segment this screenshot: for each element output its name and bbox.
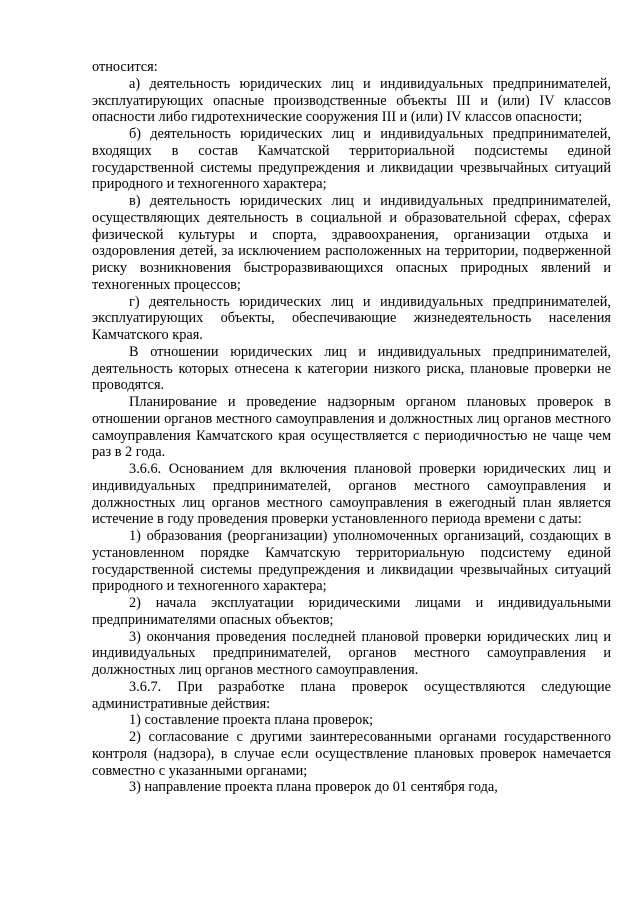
paragraph-action-2: 2) согласование с другими заинтересованными органами государственного контроля (надзора), в случае если осуществление плановых проверок намечается совместно с указанными органами; <box>92 729 611 779</box>
paragraph-item-g: г) деятельность юридических лиц и индивидуальных предпринимателей, эксплуатирующих объекты, обеспечивающие жизнедеятельность населения Камчатского края. <box>92 293 611 343</box>
paragraph-3-6-7: 3.6.7. При разработке плана проверок осуществляются следующие административные действия: <box>92 678 611 712</box>
paragraph-action-1: 1) составление проекта плана проверок; <box>129 712 374 729</box>
paragraph-action-3: 3) направление проекта плана проверок до 01 сентября года, <box>129 779 498 796</box>
paragraph-intro: относится: <box>92 59 158 75</box>
paragraph-item-b: б) деятельность юридических лиц и индивидуальных предпринимателей, входящих в состав Камчатской территориальной подсистемы единой государственной системы предупреждения и ликвидации чрезвычайных ситуаций природного и техногенного характера; <box>92 126 611 193</box>
document-page <box>92 59 611 796</box>
paragraph-item-v: в) деятельность юридических лиц и индивидуальных предпринимателей, осуществляющих деятельность в социальной и образовательной сферах, сферах физической культуры и спорта, здравоохранения, организации отдыха и оздоровления детей, за исключением расположенных на территории, подверженной риску возникновения быстроразвивающихся опасных природных явлений и техногенных процессов; <box>92 193 611 293</box>
paragraph-3-6-6: 3.6.6. Основанием для включения плановой проверки юридических лиц и индивидуальных предпринимателей, органов местного самоуправления и должностных лиц органов местного самоуправления в ежегодный план является истечение в году проведения проверки установленного периода времени с даты: <box>92 461 611 528</box>
paragraph-planning: Планирование и проведение надзорным органом плановых проверок в отношении органов местного самоуправления и должностных лиц органов местного самоуправления Камчатского края осуществляется с периодичностью не чаще чем раз в 2 года. <box>92 394 611 461</box>
paragraph-date-2: 2) начала эксплуатации юридическими лицами и индивидуальными предпринимателями опасных объектов; <box>92 595 611 628</box>
paragraph-low-risk: В отношении юридических лиц и индивидуальных предпринимателей, деятельность которых отнесена к категории низкого риска, плановые проверки не проводятся. <box>92 343 611 394</box>
paragraph-date-1: 1) образования (реорганизации) уполномоченных организаций, создающих в установленном порядке Камчатскую территориальную подсистему единой государственной системы предупреждения и ликвидации чрезвычайных ситуаций природного и техногенного характера; <box>92 528 611 595</box>
paragraph-item-a: а) деятельность юридических лиц и индивидуальных предпринимателей, эксплуатирующих опасные производственные объекты III и (или) IV классов опасности либо гидротехнические сооружения III и (или) IV классов опасности; <box>92 75 611 126</box>
paragraph-date-3: 3) окончания проведения последней плановой проверки юридических лиц и индивидуальных предпринимателей, органов местного самоуправления и должностных лиц органов местного самоуправления. <box>92 628 611 678</box>
